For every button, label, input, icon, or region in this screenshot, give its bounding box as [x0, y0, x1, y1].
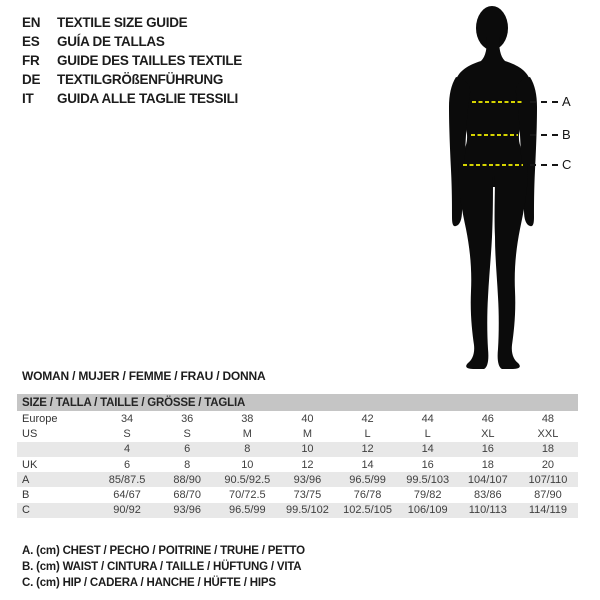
row-label: C — [17, 503, 97, 518]
size-cell: L — [424, 427, 431, 440]
size-cell: 6 — [124, 458, 131, 471]
size-cell: 114/119 — [518, 503, 578, 518]
size-cell: 96.5/99 — [338, 472, 398, 487]
size-cell: 46 — [481, 412, 494, 425]
size-cell: M — [242, 427, 252, 440]
row-label: B — [22, 489, 30, 502]
language-code: EN — [22, 15, 41, 30]
measurement-notes — [22, 545, 305, 593]
leader-line-icon — [530, 101, 558, 103]
section-title: WOMAN / MUJER / FEMME / FRAU / DONNA — [22, 369, 266, 383]
size-cell: 4 — [97, 442, 157, 457]
row-label: Europe — [22, 412, 58, 425]
measure-label-c: C — [562, 157, 572, 172]
size-cell: 12 — [301, 458, 314, 471]
size-cell: 36 — [181, 412, 194, 425]
size-cell: 8 — [184, 458, 191, 471]
table-row — [17, 503, 578, 518]
size-cell: 79/82 — [413, 489, 442, 502]
language-code: ES — [22, 34, 40, 49]
size-cell: 14 — [398, 442, 458, 457]
size-cell: 20 — [541, 458, 555, 471]
table-row — [17, 426, 578, 441]
size-cell: 10 — [277, 442, 337, 457]
size-cell: S — [183, 427, 191, 440]
note-line: A. (cm) CHEST / PECHO / POITRINE / TRUHE / PETTO — [22, 545, 305, 557]
measure-label-a: A — [562, 94, 571, 109]
row-label: UK — [22, 458, 38, 471]
size-cell: XXL — [537, 427, 559, 440]
size-cell: 48 — [541, 412, 555, 425]
size-cell: S — [123, 427, 131, 440]
language-code: IT — [22, 91, 34, 106]
note-line: C. (cm) HIP / CADERA / HANCHE / HÜFTE / HIPS — [22, 577, 276, 589]
size-cell: 68/70 — [173, 489, 201, 502]
size-cell: 83/86 — [474, 489, 502, 502]
language-title: GUIDA ALLE TAGLIE TESSILI — [57, 91, 238, 106]
size-cell: 93/96 — [277, 472, 337, 487]
size-cell: 99.5/102 — [277, 503, 337, 518]
size-cell: 8 — [217, 442, 277, 457]
row-label: A — [17, 472, 97, 487]
size-cell: M — [302, 427, 313, 440]
woman-silhouette-icon — [418, 5, 568, 370]
size-cell: 96.5/99 — [217, 503, 277, 518]
size-cell: 73/75 — [293, 489, 322, 502]
language-title: GUÍA DE TALLAS — [57, 34, 165, 49]
size-cell: 99.5/103 — [398, 472, 458, 487]
size-cell: 16 — [458, 442, 518, 457]
table-row — [17, 457, 578, 472]
row-label — [17, 442, 97, 457]
note-line: B. (cm) WAIST / CINTURA / TAILLE / HÜFTUNG / VITA — [22, 561, 302, 573]
size-cell: 87/90 — [534, 489, 562, 502]
size-cell: 93/96 — [157, 503, 217, 518]
language-title: TEXTILGRÖßENFÜHRUNG — [57, 72, 224, 87]
size-cell: 10 — [241, 458, 254, 471]
size-cell: 88/90 — [157, 472, 217, 487]
size-cell: 90.5/92.5 — [217, 472, 277, 487]
measure-label-b: B — [562, 127, 571, 142]
size-cell: 102.5/105 — [338, 503, 398, 518]
size-cell: 14 — [361, 458, 374, 471]
size-cell: 107/110 — [518, 472, 578, 487]
size-table — [17, 394, 578, 518]
language-title: GUIDE DES TAILLES TEXTILE — [57, 53, 243, 68]
size-cell: 76/78 — [353, 489, 382, 502]
language-code: DE — [22, 72, 41, 87]
table-row — [17, 442, 578, 457]
size-cell: 38 — [241, 412, 254, 425]
table-row — [17, 472, 578, 487]
size-cell: 44 — [421, 412, 434, 425]
table-row — [17, 487, 578, 502]
size-cell: 70/72.5 — [228, 489, 266, 502]
size-cell: 16 — [421, 458, 434, 471]
table-header-row — [17, 394, 578, 411]
size-cell: 18 — [481, 458, 494, 471]
size-cell: 104/107 — [458, 472, 518, 487]
size-cell: XL — [481, 427, 495, 440]
table-header: SIZE / TALLA / TAILLE / GRÖSSE / TAGLIA — [17, 394, 578, 411]
size-cell: 42 — [361, 412, 374, 425]
size-cell: 34 — [120, 412, 134, 425]
size-cell: 85/87.5 — [97, 472, 157, 487]
leader-line-icon — [530, 134, 558, 136]
size-cell: L — [364, 427, 371, 440]
size-cell: 6 — [157, 442, 217, 457]
size-cell: 90/92 — [97, 503, 157, 518]
size-cell: 40 — [301, 412, 314, 425]
size-cell: 18 — [518, 442, 578, 457]
table-row — [17, 411, 578, 426]
row-label: US — [22, 427, 38, 440]
language-title: TEXTILE SIZE GUIDE — [57, 15, 188, 30]
size-cell: 12 — [338, 442, 398, 457]
size-cell: 64/67 — [113, 489, 141, 502]
size-cell: 106/109 — [398, 503, 458, 518]
size-cell: 110/113 — [458, 503, 518, 518]
leader-line-icon — [530, 164, 558, 166]
language-code: FR — [22, 53, 40, 68]
